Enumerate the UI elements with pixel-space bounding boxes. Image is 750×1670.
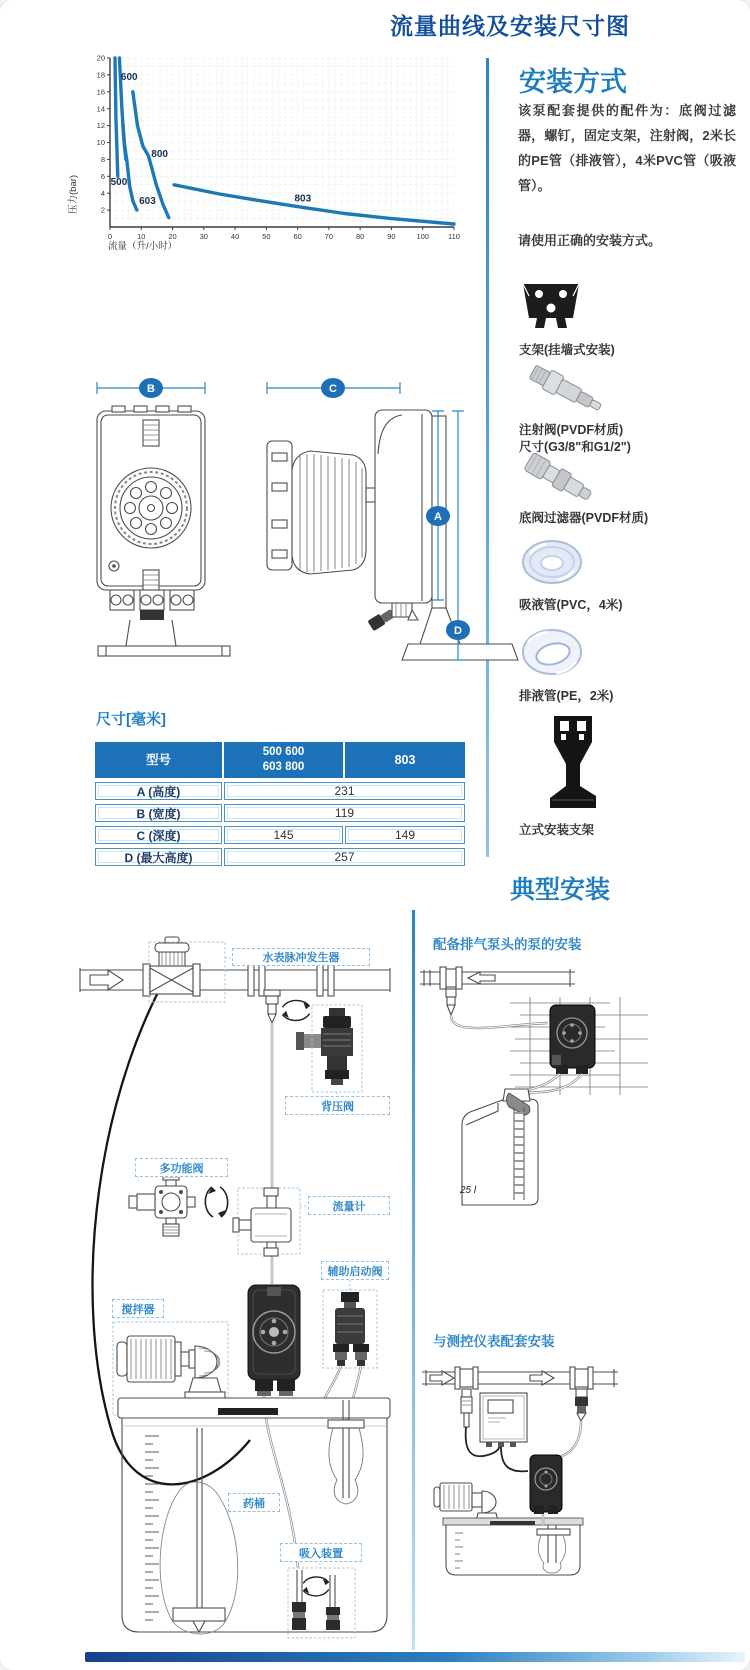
col-header-model: 型号 [95,742,222,778]
table-header-row [95,742,465,778]
injection-valve-icon [520,362,612,418]
svg-text:12: 12 [96,121,105,131]
accessory-label-drain-tube: 排液管(PE，2米) [519,689,614,703]
mixer-drawing [434,1483,498,1521]
chart-series [111,58,454,224]
badge-b: B [147,383,155,395]
tank-drawing [443,1514,583,1575]
instrument-pump-diagram [410,1355,660,1595]
curve-label-500: 500 [110,176,128,188]
svg-text:8: 8 [100,155,105,164]
curve-500 [115,58,118,176]
flow-curve-chart [62,42,462,254]
aux-start-valve-drawing [323,1280,377,1368]
curve-label-800: 800 [151,148,168,160]
svg-text:60: 60 [293,232,302,241]
wall-bracket-icon [520,278,582,332]
label-mixer: 搅拌器 [112,1299,164,1318]
badge-c: C [329,383,337,395]
wall-pump-drawing [550,1005,595,1074]
svg-text:2: 2 [100,205,105,215]
label-water-meter: 水表脉冲发生器 [232,948,370,966]
chemical-tank-drawing [118,1398,390,1634]
svg-text:20: 20 [168,232,177,241]
svg-text:10: 10 [96,138,105,148]
accessory-label-foot-valve: 底阀过滤器(PVDF材质) [519,511,649,525]
flow-arrow-icon [90,970,123,990]
accessory-label-suction-tube: 吸液管(PVC，4米) [519,598,623,612]
svg-text:90: 90 [387,232,396,241]
footer-gradient-bar [85,1652,745,1662]
pipe [422,1367,618,1389]
pump-dimension-drawings [70,358,470,664]
col-header-group1: 500 600 603 800 [224,742,343,778]
label-flow-meter: 流量计 [308,1196,390,1215]
drain-tube-icon [520,626,584,680]
metering-pump-drawing [530,1455,562,1514]
suction-lance [514,1107,524,1200]
front-bottom-ports [110,590,194,620]
svg-text:100: 100 [416,232,429,241]
svg-text:18: 18 [96,70,105,80]
col-header-803: 803 [345,742,465,778]
injection-valve-drawing [264,990,310,1023]
dimensions-heading: 尺寸[毫米] [96,711,166,728]
svg-text:4: 4 [100,188,105,198]
svg-text:20: 20 [96,53,105,63]
table-row: A (高度) 231 [95,782,465,800]
dimensions-table [95,742,465,866]
flow-arrow-icon [430,1371,454,1385]
install-section-heading: 安装方式 [519,67,627,97]
dim-line-d [446,411,470,660]
curve-label-803: 803 [294,193,312,205]
svg-text:16: 16 [96,87,105,97]
vertical-divider-top [486,58,489,857]
accessory-label-injection-valve-size: 尺寸(G3/8"和G1/2") [519,440,631,454]
accessory-label-injection-valve: 注射阀(PVDF材质) [519,423,624,437]
table-row: B (宽度) 119 [95,804,465,822]
install-paragraph-2: 请使用正确的安装方式。 [518,233,662,248]
flow-arrow-icon [468,972,495,984]
degassing-pump-diagram [410,955,655,1210]
badge-d: D [454,625,462,637]
pump-front-view [97,406,230,656]
flow-arrow-icon [530,1371,554,1385]
install-paragraph-1: 该泵配套提供的配件为：底阀过滤器，螺钉，固定支架，注射阀，2米长的PE管（排液管），4米PVC管（吸液管）。 [518,103,736,193]
y-axis-label: 压力(bar) [68,174,79,214]
accessory-label-bracket: 支架(挂墙式安装) [519,343,615,357]
right-bottom-diagram-title: 与测控仪表配套安装 [433,1334,555,1349]
controller-drawing [480,1393,528,1471]
svg-text:50: 50 [262,232,271,241]
page-title: 流量曲线及安装尺寸图 [390,13,630,39]
process-pipe [80,964,390,996]
svg-text:110: 110 [447,232,460,241]
label-chemical-tank: 药桶 [228,1493,280,1512]
accessory-label-stand: 立式安装支架 [519,823,595,837]
suction-device-drawing [288,1563,355,1638]
curve-label-600: 600 [120,72,138,83]
curve-label-603: 603 [139,196,156,208]
svg-text:14: 14 [96,104,105,114]
svg-text:70: 70 [324,232,334,241]
suction-tubes [264,1366,361,1568]
svg-text:10: 10 [137,232,146,241]
metering-pump-drawing [248,1285,300,1396]
pump-side-view [267,410,518,660]
label-aux-start-valve: 辅助启动阀 [321,1261,389,1280]
vertical-stand-icon [546,714,600,814]
badge-a: A [434,511,442,523]
right-top-diagram-title: 配备排气泵头的泵的安装 [433,937,582,952]
table-row: C (深度) 145 149 [95,826,465,844]
label-multifunction-valve: 多功能阀 [135,1158,228,1177]
foot-valve-filter-icon [518,452,602,506]
x-axis-label: 流量（升/小时） [108,241,178,252]
chart-tick-labels [97,54,460,241]
svg-text:30: 30 [199,232,208,241]
flow-meter-drawing [233,1188,308,1256]
suction-tube-icon [520,536,584,590]
svg-text:80: 80 [355,232,365,241]
label-back-pressure-valve: 背压阀 [285,1096,390,1115]
jerrycan-capacity: 25 l [460,1185,477,1196]
typical-install-heading: 典型安装 [510,876,611,904]
svg-text:6: 6 [100,171,105,181]
tank-graduations [145,1436,159,1620]
table-row: D (最大高度) 257 [95,848,465,866]
back-pressure-valve-drawing [296,1005,362,1096]
multifunction-valve-drawing [129,1168,228,1236]
label-suction-device: 吸入装置 [280,1543,362,1562]
svg-text:40: 40 [230,232,240,241]
injection-valve-drawing [552,1389,588,1459]
svg-text:0: 0 [107,232,113,241]
